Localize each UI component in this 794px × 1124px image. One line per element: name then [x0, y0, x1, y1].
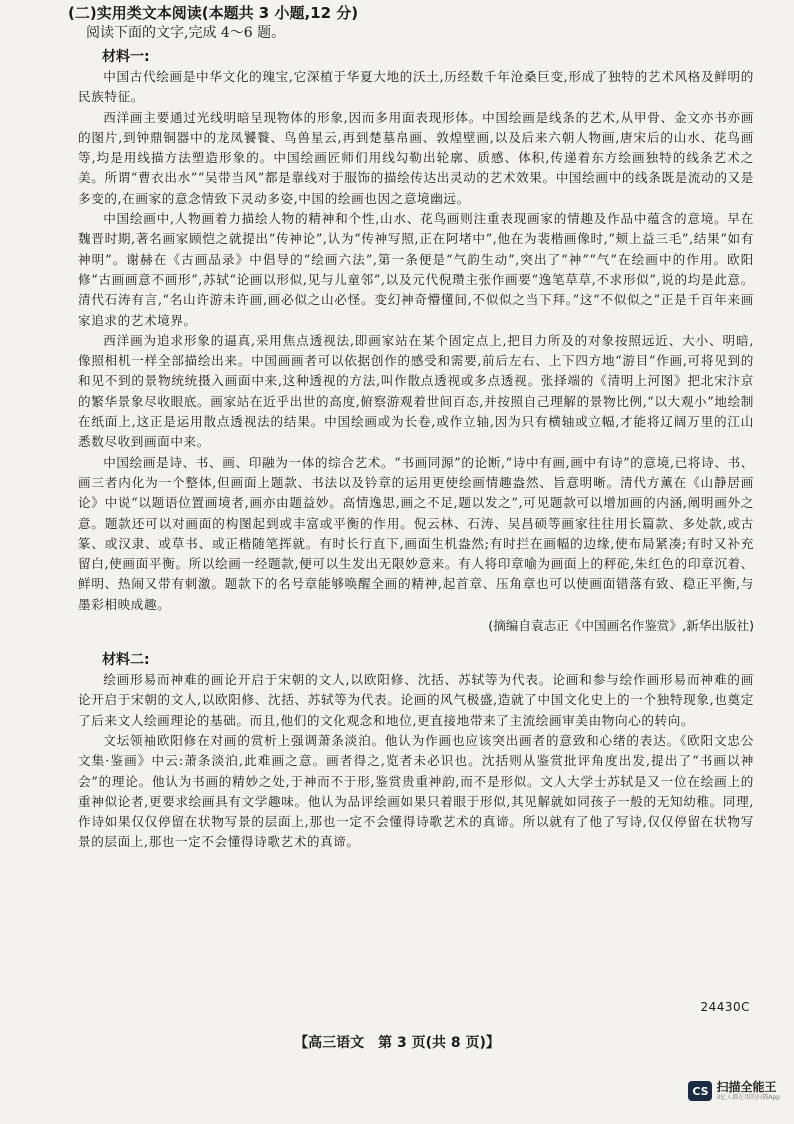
page-footer: 【高三语文 第 3 页(共 8 页)】: [294, 1035, 500, 1051]
material1-source: (摘编自袁志正《中国画名作鉴赏》,新华出版社): [488, 618, 754, 634]
watermark-name: 扫描全能王: [716, 1080, 777, 1094]
material1-paragraph-4: 西洋画为追求形象的逼真,采用焦点透视法,即画家站在某个固定点上,把目力所及的对象按照远近、大小、明暗,像照相机一样全部描绘出来。中国画画者可以依据创作的感受和需要,前后左右、上下四方地“游目”作画,可将见到的和见不到的景物统统摄入画面中来,这种透视的方法,叫作散点透视或多点透视。张择端的《清明上河图》把北宋汴京的繁华景象尽收眼底。画家站在近乎出世的高度,俯察游观着世间百态,并按照自己理解的景物比例,“以大观小”地绘制在纸面上,这正是运用散点透视法的结果。中国绘画或为长卷,或作立轴,因为只有横轴或立幅,才能将辽阔万里的江山悉数尽收到画面中来。: [78, 332, 754, 450]
instruction: 阅读下面的文字,完成 4～6 题。: [86, 25, 286, 41]
material1-paragraph-2: 西洋画主要通过光线明暗呈现物体的形象,因而多用面表现形体。中国绘画是线条的艺术,从甲骨、金文亦书亦画的图片,到钟鼎铜器中的龙凤饕餮、鸟兽星云,再到楚墓帛画、敦煌壁画,以及后来六朝人物画,唐宋后的山水、花鸟画等,均是用线描方法塑造形象的。中国绘画匠师们用线勾勒出轮廓、质感、体积,传递着东方绘画独特的线条艺术之美。所谓“曹衣出水”“吴带当风”都是靠线对于服饰的描绘传达出灵动的艺术效果。中国绘画中的线条既是流动的又是多变的,在画家的意念情致下灵动多姿,中国的绘画也因之意境幽远。: [78, 109, 754, 206]
material1-title: 材料一:: [102, 49, 150, 65]
exam-code: 24430C: [700, 1000, 750, 1014]
material1-paragraph-1: 中国古代绘画是中华文化的瑰宝,它深植于华夏大地的沃土,历经数千年沧桑巨变,形成了独特的艺术风格及鲜明的民族特征。: [78, 69, 754, 105]
scanner-watermark: [688, 1080, 780, 1102]
material1-paragraph-3: 中国绘画中,人物画着力描绘人物的精神和个性,山水、花鸟画则注重表现画家的情趣及作品中蕴含的意境。早在魏晋时期,著名画家顾恺之就提出“传神论”,认为“传神写照,正在阿堵中”,他在为裴楷画像时,“颊上益三毛”,结果“如有神明”。谢赫在《古画品录》中倡导的“绘画六法”,第一条便是“气韵生动”,突出了“神”“气”在绘画中的作用。欧阳修“古画画意不画形”,苏轼“论画以形似,见与儿童邻”,以及元代倪瓒主张作画要“逸笔草草,不求形似”,说的均是此意。清代石涛有言,“名山许游未许画,画必似之山必怪。变幻神奇懵懂间,不似似之当下拜。”这“不似似之”正是千百年来画家追求的艺术境界。: [78, 211, 754, 328]
material2-paragraph-2: 文坛领袖欧阳修在对画的赏析上强调萧条淡泊。他认为作画也应该突出画者的意致和心绪的表达。《欧阳文忠公文集·鉴画》中云:萧条淡泊,此难画之意。画者得之,览者未必识也。沈括则从鉴赏批评角度出发,提出了“书画以神会”的理论。他认为书画的精妙之处,于神而不于形,鉴赏贵重神韵,而不是形似。文人大学士苏轼是又一位在绘画上的重神似论者,更要求绘画具有文学趣味。他认为品评绘画如果只着眼于形似,其见解就如同孩子一般的无知幼稚。同理,作诗如果仅仅停留在状物写景的层面上,那也一定不会懂得诗歌艺术的真谛。所以就有了他了写诗,仅仅停留在状物写景的层面上,那也一定不会懂得诗歌艺术的真谛。: [78, 732, 754, 850]
section-title: (二)实用类文本阅读(本题共 3 小题,12 分): [68, 4, 359, 22]
material2-paragraph-1: 绘画形易而神难的画论开启于宋朝的文人,以欧阳修、沈括、苏轼等为代表。论画和参与绘作画形易而神难的画论开启于宋朝的文人,以欧阳修、沈括、苏轼等为代表。论画的风气极盛,造就了中国文化史上的一个独特现象,也奠定了后来文人绘画理论的基础。而且,他们的文化观念和地位,更直接地带来了主流绘画审美由物向心的转向。: [78, 672, 754, 728]
material2-title: 材料二:: [102, 652, 150, 669]
camscanner-logo-icon: CS: [688, 1081, 712, 1101]
watermark-subtitle: 3亿人都在用的扫描App: [716, 1094, 780, 1101]
material1-paragraph-5: 中国绘画是诗、书、画、印融为一体的综合艺术。“书画同源”的论断,“诗中有画,画中有诗”的意境,已将诗、书、画三者内化为一个整体,但画面上题款、书法以及钤章的运用更使绘画情趣盎然、旨意明晰。清代方薰在《山静居画论》中说“以题语位置画境者,画亦由题益妙。高情逸思,画之不足,题以发之”,可见题款可以增加画的内涵,阐明画外之意。题款还可以对画面的构图起到或丰富或平衡的作用。倪云林、石涛、吴昌硕等画家往往用长篇款、多处款,或古篆、或汉隶、或草书、或正楷随笔挥就。有时长行直下,画面生机盎然;有时拦在画幅的边缘,使布局紧凑;有时又补充留白,使画面平衡。所以绘画一经题款,便可以生发出无限妙意来。有人将印章喻为画面上的秤砣,朱红色的印章沉着、鲜明、热闹又带有刺激。题款下的名号章能够唤醒全画的精神,起首章、压角章也可以使画面错落有致、稳正平衡,与墨彩相映成趣。: [78, 454, 754, 612]
